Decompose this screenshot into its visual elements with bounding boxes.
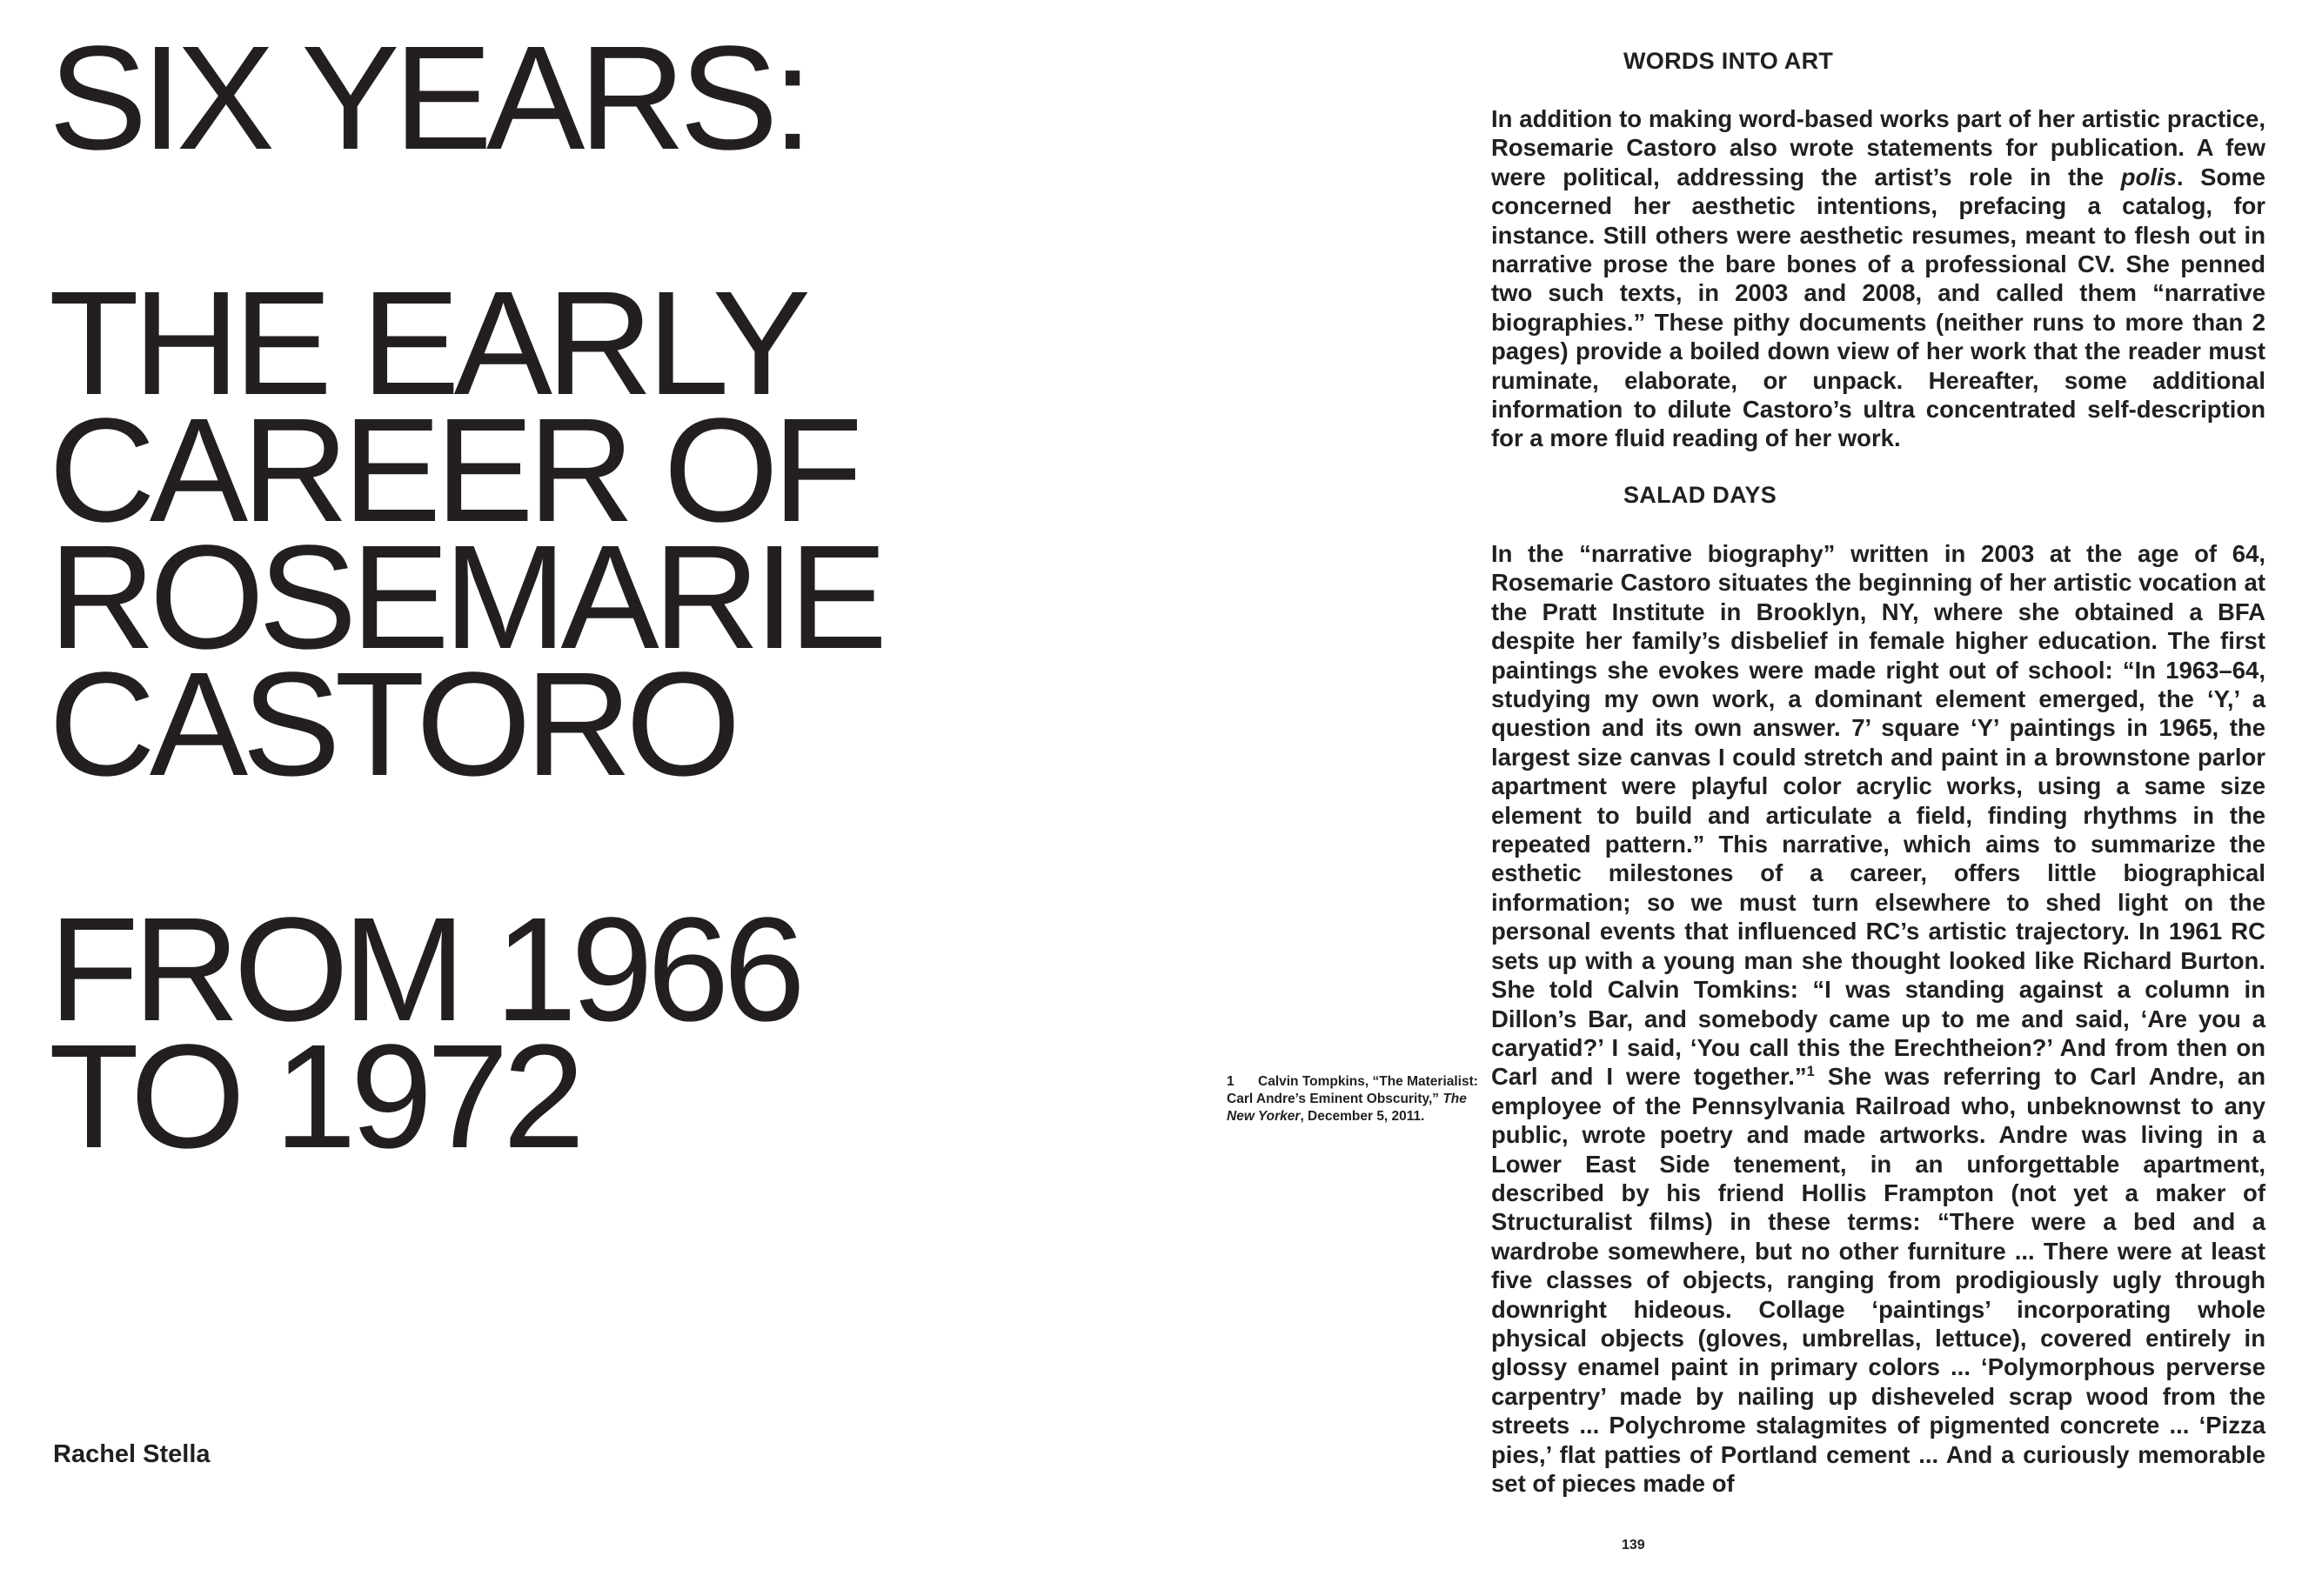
- body-paragraph-words-into-art: [1491, 104, 2265, 453]
- footnote-text: Calvin Tompkins, “The Materialist: Carl Andre’s Eminent Obscurity,”: [1227, 1074, 1478, 1106]
- title-line-2: THE EARLY: [49, 261, 806, 426]
- title-line-6: FROM 1966: [49, 887, 800, 1052]
- section-heading-words-into-art: WORDS INTO ART: [1623, 48, 1834, 74]
- paragraph-text: . Some concerned her aesthetic intentions, prefacing a catalog, for instance. Still others were aesthetic resumes, meant to flesh out in narrative prose the bare bones of a professional CV. She penned two such texts, in 2003 and 2008, and called them “narrative biographies.” These pithy documents (neither runs to more than 2 pages) provide a boiled down view of her work that the reader must ruminate, elaborate, or unpack. Hereafter, some additional information to dilute Castoro’s ultra concentrated self-description for a more fluid reading of her work.: [1491, 163, 2266, 452]
- title-line-1: SIX YEARS:: [49, 16, 807, 181]
- footnote: [1227, 1073, 1479, 1125]
- footnote-publication: The New Yorker: [1227, 1092, 1467, 1124]
- paragraph-text: In the “narrative biography” written in 2003 at the age of 64, Rosemarie Castoro situates the beginning of her artistic vocation at the Pratt Institute in Brooklyn, NY, where she obtained a BFA despite her family’s disbelief in female higher education. The first paintings she evokes were made right out of school: “In 1963–64, studying my own work, a dominant element emerged, the ‘Y,’ a question and its own answer. 7’ square ‘Y’ paintings in 1965, the largest size canvas I could stretch and paint in a brownstone parlor apartment were playful color acrylic works, using a same size element to build and articulate a field, finding rhythms in the repeated pattern.” This narrative, which aims to summarize the esthetic milestones of a career, offers little biographical information; so we must turn elsewhere to shed light on the personal events that influenced RC’s artistic trajectory. In 1961 RC sets up with a young man she thought looked like Richard Burton. She told Calvin Tomkins: “I was standing against a column in Dillon’s Bar, and somebody came up to me and said, ‘Are you a caryatid?’ I said, ‘You call this the Erechtheion?’ And from then on Carl and I were together.”: [1491, 540, 2265, 1091]
- title-line-5: CASTORO: [49, 642, 735, 807]
- emphasis-text: polis: [2120, 163, 2177, 190]
- footnote-reference: 1: [1806, 1064, 1815, 1080]
- title-line-7: TO 1972: [49, 1014, 579, 1179]
- footnote-number: 1: [1227, 1074, 1235, 1089]
- title-line-4: ROSEMARIE: [49, 515, 882, 680]
- page-number: 139: [1622, 1538, 1645, 1553]
- author-name: Rachel Stella: [53, 1440, 211, 1468]
- footnote-text: , December 5, 2011.: [1300, 1109, 1425, 1124]
- title-line-3: CAREER OF: [49, 388, 857, 553]
- article-title: [49, 16, 1023, 1179]
- paragraph-text: She was referring to Carl Andre, an employee of the Pennsylvania Railroad who, unbeknownst to any public, wrote poetry and made artworks. Andre was living in a Lower East Side tenement, in an unforgettable apartment, described by his friend Hollis Frampton (not yet a maker of Structuralist films) in these terms: “There were a bed and a wardrobe somewhere, but no other furniture ... There were at least five classes of objects, ranging from prodigiously ugly through downright hideous. Collage ‘paintings’ incorporating whole physical objects (gloves, umbrellas, lettuce), covered entirely in glossy enamel paint in primary colors ... ‘Polymorphous perverse carpentry’ made by nailing up disheveled scrap wood from the streets ... Polychrome stalagmites of pigmented concrete ... ‘Pizza pies,’ flat patties of Portland cement ... And a curiously memorable set of pieces made of: [1491, 1063, 2265, 1497]
- body-paragraph-salad-days: [1491, 539, 2265, 1497]
- section-heading-salad-days: SALAD DAYS: [1623, 482, 1777, 508]
- paragraph-text: In addition to making word-based works part of her artistic practice, Rosemarie Castoro also wrote statements for publication. A few were political, addressing the artist’s role in the: [1491, 105, 2265, 190]
